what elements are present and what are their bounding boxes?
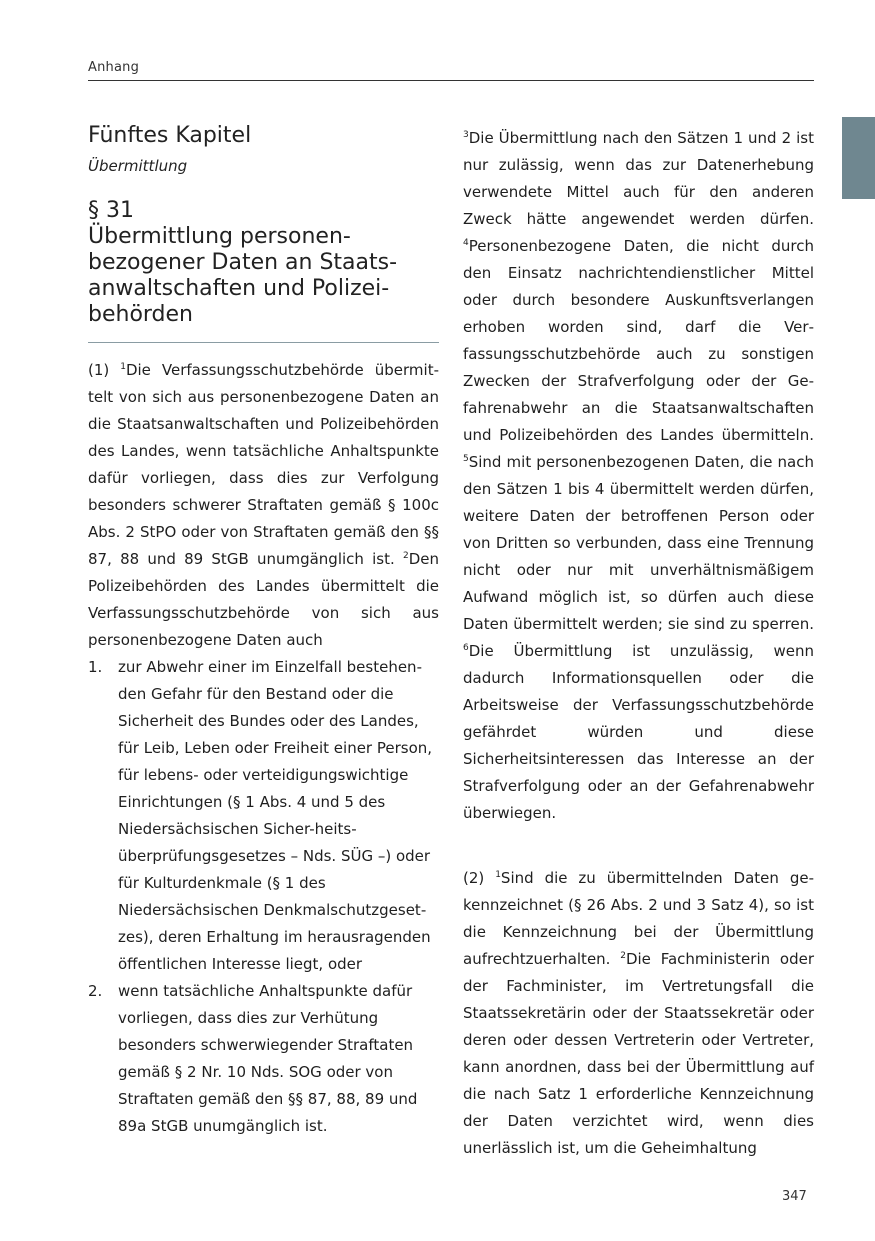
section-title-line: behörden: [88, 302, 194, 327]
section-title-line: bezogener Daten an Staats-: [88, 250, 398, 275]
sentence: Den Polizeibehörden des Landes übermittelt die Verfassungsschutzbehörde von sich aus personenbezogene Daten auch: [88, 550, 439, 649]
sentence-marker: 4: [463, 238, 469, 248]
list-item-number: 1.: [88, 658, 103, 676]
section-divider: [88, 342, 439, 343]
paragraph-number: (2): [463, 869, 496, 887]
header-title: Anhang: [88, 60, 140, 75]
list-item-number: 2.: [88, 982, 103, 1000]
sentence-marker: 6: [463, 643, 469, 653]
sentence: Die Übermittlung nach den Sätzen 1 und 2 ist nur zulässig, wenn das zur Datenerhebung verwendete Mittel auch für den anderen Zweck hätte angewendet werden dürfen.: [463, 129, 814, 228]
section-title-line: anwaltschaften und Polizei-: [88, 276, 390, 301]
paragraph-number: (1): [88, 361, 121, 379]
sentence-marker: 2: [620, 951, 626, 961]
list-item: [88, 654, 439, 978]
enumerated-list: [88, 654, 439, 1140]
paragraph-1: [88, 357, 439, 654]
sentence-marker: 3: [463, 130, 469, 140]
sentence-marker: 1: [120, 362, 126, 372]
sentence-marker: 2: [402, 551, 409, 561]
left-column: [88, 122, 439, 1140]
section-title: [88, 224, 439, 328]
section-number: § 31: [88, 198, 134, 223]
section-title-line: Übermittlung personen-: [88, 224, 351, 249]
list-item-text: wenn tatsächliche Anhaltspunkte dafür vorliegen, dass dies zur Verhütung besonders schwerwiegender Straftaten gemäß § 2 Nr. 10 Nds. SOG oder von Straftaten gemäß den §§ 87, 88, 89 und 89a StGB unumgänglich ist.: [118, 982, 418, 1135]
list-item-text: zur Abwehr einer im Einzelfall bestehenden Gefahr für den Bestand oder die Sicherheit des Bundes oder des Landes, für Leib, Leben oder Freiheit einer Person, für lebens- oder verteidigungswichtige Einrichtungen (§ 1 Abs. 4 und 5 des Niedersächsischen Sicher-heitsüberprüfungsgesetzes – Nds. SÜG –) oder für Kulturdenkmale (§ 1 des Niedersächsischen Denkmalschutzgesetzes), deren Erhaltung im herausragenden öffentlichen Interesse liegt, oder: [118, 658, 433, 973]
right-column: [463, 125, 814, 1162]
sentence: Sind mit personenbezogenen Daten, die nach den Sätzen 1 bis 4 übermittelt werden dürfen, weitere Daten der betroffenen Person oder von Dritten so verbunden, dass eine Trennung nicht oder nur mit unverhältnismäßigem Aufwand möglich ist, so dürfen auch diese Daten übermittelt werden; sie sind zu sperren.: [463, 453, 814, 633]
chapter-title: Fünftes Kapitel: [88, 123, 252, 148]
sentence: Personenbezogene Daten, die nicht durch den Einsatz nachrichtendienstlicher Mittel oder durch besondere Auskunftsverlangen erhoben worden sind, darf die Verfassungsschutzbehörde auch zu sonstigen Zwecken der Strafverfolgung oder der Gefahrenabwehr an die Staatsanwaltschaften und Polizeibehörden des Landes übermitteln.: [463, 237, 814, 444]
sentence: Die Fachministerin oder der Fachminister, im Vertretungsfall die Staatssekretärin oder der Staatssekretär oder deren oder dessen Vertreterin oder Vertreter, kann anordnen, dass bei der Übermittlung auf die nach Satz 1 erforderliche Kennzeichnung der Daten verzichtet wird, wenn dies unerlässlich ist, um die Geheimhaltung: [463, 950, 814, 1157]
paragraph-1-continued: [463, 125, 814, 827]
chapter-subtitle: Übermittlung: [88, 157, 188, 175]
list-item: [88, 978, 439, 1140]
thumb-index-tab: [842, 117, 875, 199]
sentence-marker: 1: [495, 870, 501, 880]
paragraph-2: [463, 865, 814, 1162]
page-number: 347: [782, 1189, 807, 1204]
sentence: Die Übermittlung ist unzulässig, wenn dadurch Informationsquellen oder die Arbeitsweise der Verfassungsschutzbehörde gefährdet würden und diese Sicherheitsinteressen das Interesse an der Strafverfolgung oder an der Gefahrenabwehr überwiegen.: [463, 642, 814, 822]
paragraph-gap: [463, 827, 814, 854]
running-header: [88, 56, 814, 81]
sentence: Sind die zu übermittelnden Daten gekennzeichnet (§ 26 Abs. 2 und 3 Satz 4), so ist die Kennzeichnung bei der Übermittlung aufrechtzuerhalten.: [463, 869, 815, 968]
sentence: Die Verfassungsschutzbehörde übermittelt von sich aus personenbezogene Daten an die Staatsanwaltschaften und Polizeibehörden des Landes, wenn tatsächliche Anhaltspunkte dafür vorliegen, dass dies zur Verfolgung besonders schwerer Straftaten gemäß § 100c Abs. 2 StPO oder von Straftaten gemäß den §§ 87, 88 und 89 StGB unumgänglich ist.: [88, 361, 439, 568]
sentence-marker: 5: [463, 454, 469, 464]
